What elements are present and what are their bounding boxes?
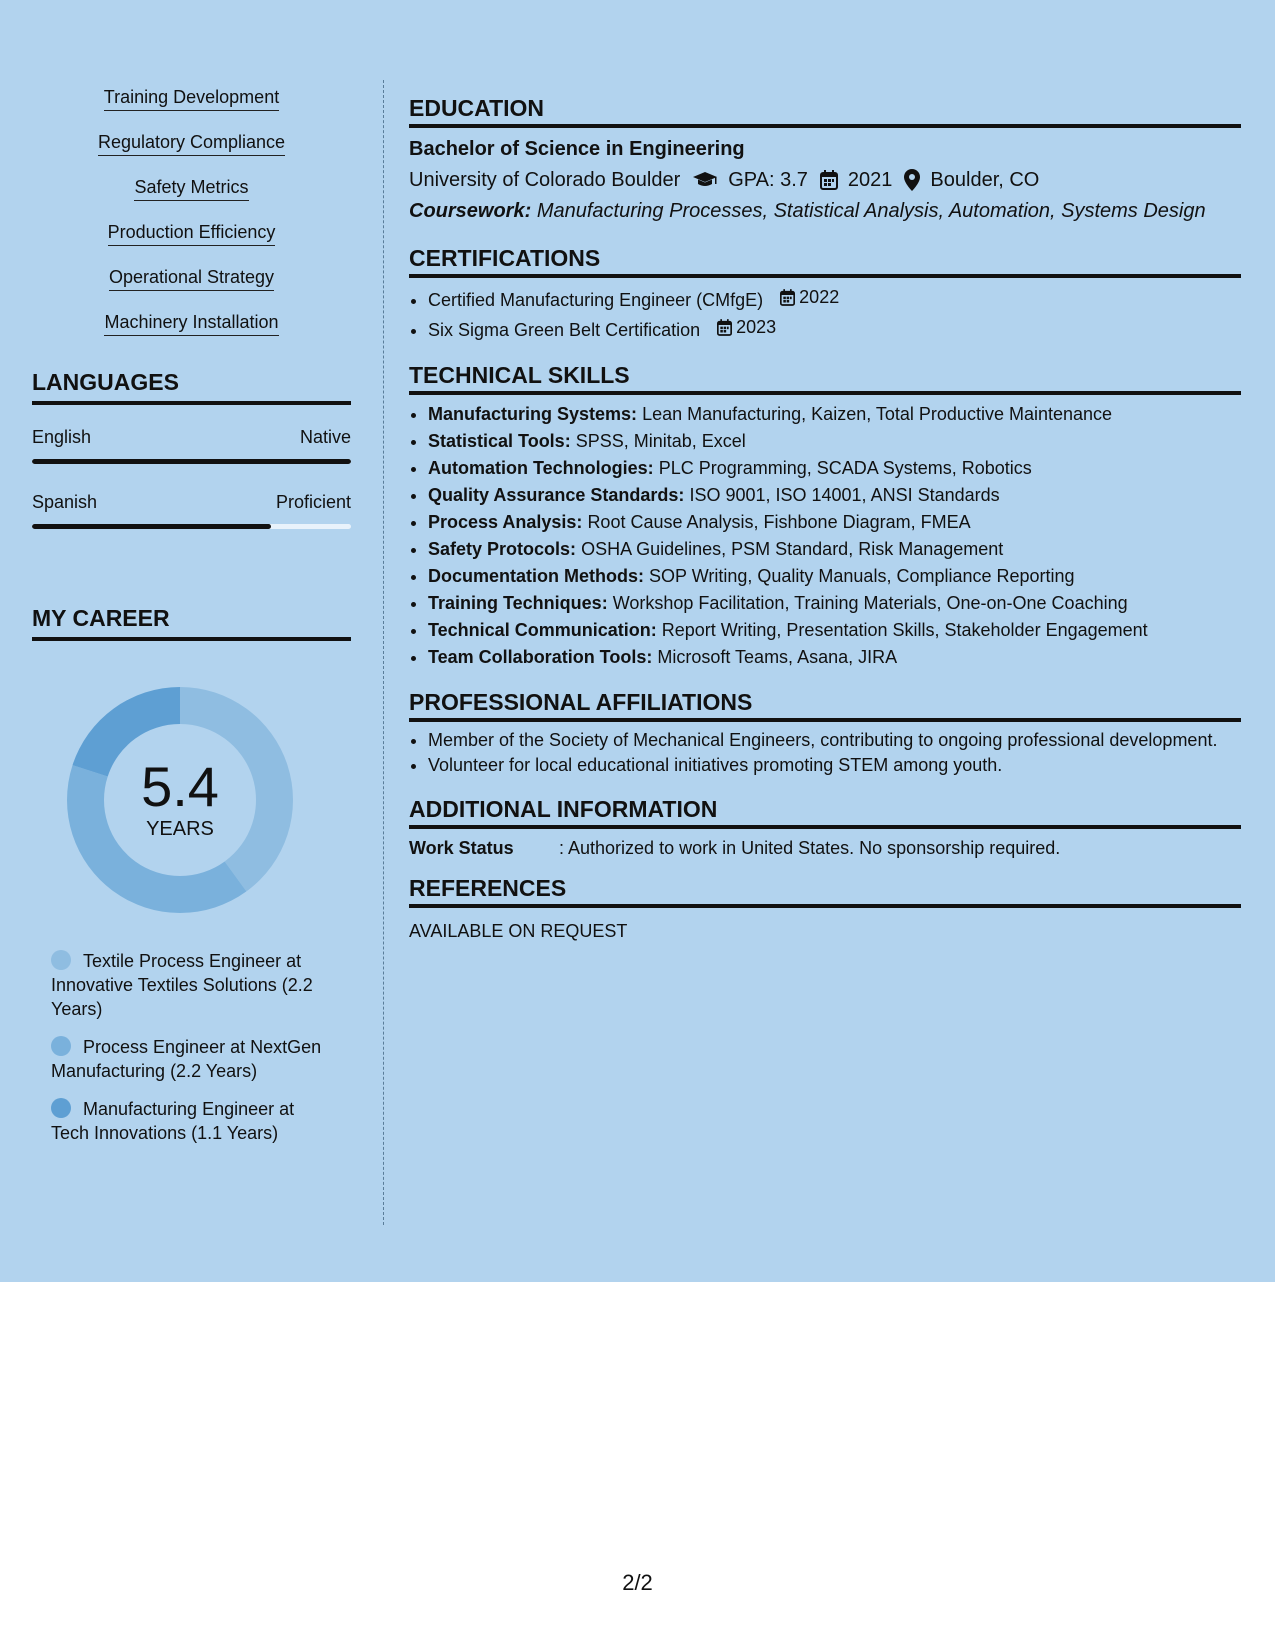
school-location: Boulder, CO [930, 169, 1040, 191]
skill-row: • Team Collaboration Tools: Microsoft Teams, Asana, JIRA [428, 644, 1241, 671]
education-details [409, 167, 1241, 193]
additional-info-heading: ADDITIONAL INFORMATION [409, 795, 1241, 829]
certifications-section [409, 244, 1241, 344]
language-item [32, 426, 351, 464]
skill-row: • Process Analysis: Root Cause Analysis, Fishbone Diagram, FMEA [428, 509, 1241, 536]
skills-list [32, 86, 351, 337]
skill-item: Operational Strategy [32, 266, 351, 292]
language-progress-bar [32, 524, 351, 529]
graduation-year: 2021 [847, 169, 893, 191]
technical-skills-list [409, 401, 1241, 671]
language-name: English [32, 427, 92, 447]
additional-info-section [409, 795, 1241, 860]
skill-item: Safety Metrics [32, 176, 351, 202]
affiliations-heading: PROFESSIONAL AFFILIATIONS [409, 688, 1241, 722]
career-total-value: 5.4 [141, 755, 219, 818]
graduation-cap-icon [692, 171, 718, 189]
certification-item: • Certified Manufacturing Engineer (CMfgE) 2022 [428, 284, 1241, 314]
skill-row: • Manufacturing Systems: Lean Manufacturing, Kaizen, Total Productive Maintenance [428, 401, 1241, 428]
school-name: University of Colorado Boulder [409, 169, 681, 191]
skill-item: Production Efficiency [32, 221, 351, 247]
language-progress-fill [32, 459, 351, 464]
skill-row: • Quality Assurance Standards: ISO 9001, ISO 14001, ANSI Standards [428, 482, 1241, 509]
coursework-label: Coursework: [409, 200, 532, 222]
certifications-heading: CERTIFICATIONS [409, 244, 1241, 278]
legend-dot [51, 950, 71, 970]
education-section [409, 94, 1241, 224]
references-heading: REFERENCES [409, 874, 1241, 908]
affiliation-item: • Member of the Society of Mechanical Engineers, contributing to ongoing professional development. [428, 728, 1241, 752]
career-entry: Textile Process Engineer at Innovative Textiles Solutions (2.2 Years) [51, 951, 313, 1019]
calendar-icon [780, 289, 795, 306]
career-total-unit: YEARS [146, 818, 214, 840]
education-heading: EDUCATION [409, 94, 1241, 128]
technical-skills-section [409, 361, 1241, 671]
certifications-list [409, 284, 1241, 344]
career-heading: MY CAREER [32, 605, 351, 641]
work-status-value: : Authorized to work in United States. No sponsorship required. [559, 838, 1061, 858]
languages-heading: LANGUAGES [32, 369, 351, 405]
skill-row: • Statistical Tools: SPSS, Minitab, Excel [428, 428, 1241, 455]
language-name: Spanish [32, 492, 98, 512]
skill-row: • Automation Technologies: PLC Programming, SCADA Systems, Robotics [428, 455, 1241, 482]
language-item [32, 491, 351, 529]
coursework-text: Manufacturing Processes, Statistical Analysis, Automation, Systems Design [536, 200, 1206, 222]
skill-item: Machinery Installation [32, 311, 351, 337]
career-entry: Process Engineer at NextGen Manufacturing (2.2 Years) [51, 1037, 322, 1081]
calendar-icon [820, 170, 838, 190]
language-level: Proficient [275, 492, 351, 512]
affiliation-item: • Volunteer for local educational initiatives promoting STEM among youth. [428, 752, 1241, 779]
page-number: 2/2 [622, 1570, 653, 1595]
language-progress-bar [32, 459, 351, 464]
skill-row: • Technical Communication: Report Writing, Presentation Skills, Stakeholder Engagement [428, 617, 1241, 644]
references-section [409, 874, 1241, 942]
legend-dot [51, 1036, 71, 1056]
work-status-row [409, 836, 1241, 860]
affiliations-list [409, 728, 1241, 779]
language-level: Native [299, 427, 351, 447]
work-status-label: Work Status [409, 838, 514, 858]
skill-row: • Training Techniques: Workshop Facilitation, Training Materials, One-on-One Coaching [428, 590, 1241, 617]
skill-item: Training Development [32, 86, 351, 112]
career-section [32, 605, 351, 1145]
main-content [409, 94, 1241, 942]
affiliations-section [409, 688, 1241, 779]
column-divider [383, 80, 384, 1225]
calendar-icon [717, 319, 732, 336]
career-entry: Manufacturing Engineer at Tech Innovations (1.1 Years) [51, 1099, 295, 1143]
references-text: AVAILABLE ON REQUEST [409, 921, 628, 941]
career-donut-chart [65, 685, 295, 915]
legend-dot [51, 1098, 71, 1118]
coursework [409, 198, 1241, 224]
languages-section [32, 369, 351, 529]
skill-row: • Safety Protocols: OSHA Guidelines, PSM Standard, Risk Management [428, 536, 1241, 563]
certification-item: • Six Sigma Green Belt Certification 2023 [428, 314, 1241, 344]
technical-skills-heading: TECHNICAL SKILLS [409, 361, 1241, 395]
career-legend [51, 949, 331, 1145]
skill-row: • Documentation Methods: SOP Writing, Quality Manuals, Compliance Reporting [428, 563, 1241, 590]
gpa: GPA: 3.7 [728, 169, 808, 191]
map-pin-icon [904, 169, 920, 191]
skill-item: Regulatory Compliance [32, 131, 351, 157]
degree-title: Bachelor of Science in Engineering [409, 138, 745, 160]
language-progress-fill [32, 524, 271, 529]
sidebar [32, 86, 351, 1159]
